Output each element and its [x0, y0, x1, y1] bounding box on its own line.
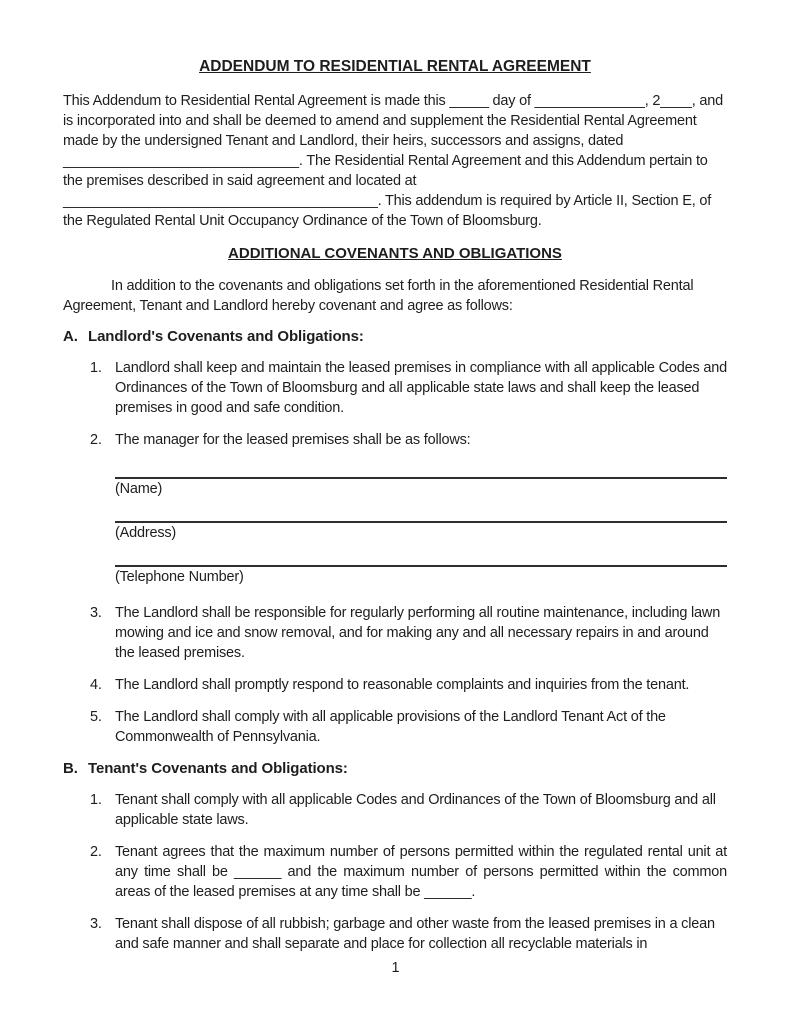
phone-fill-line	[115, 547, 727, 567]
list-item-b3	[63, 914, 727, 954]
list-item-a2	[63, 430, 727, 591]
list-item-a3	[63, 603, 727, 663]
item-text: The Landlord shall promptly respond to reasonable complaints and inquiries from the tenant.	[115, 677, 690, 693]
section-a-label: A.	[63, 328, 78, 345]
phone-field-label: (Telephone Number)	[115, 569, 244, 585]
item-text: Tenant shall comply with all applicable Codes and Ordinances of the Town of Bloomsburg and all applicable state laws.	[115, 792, 716, 828]
address-fill-line	[115, 503, 727, 523]
covenants-heading: ADDITIONAL COVENANTS AND OBLIGATIONS	[228, 245, 562, 262]
list-item-b1	[63, 790, 727, 830]
item-text: The Landlord shall comply with all applicable provisions of the Landlord Tenant Act of the Commonwealth of Pennsylvania.	[115, 709, 666, 745]
intro-paragraph: This Addendum to Residential Rental Agreement is made this _____ day of ______________, 2____, and is incorporated into and shall be deemed to amend and supplement the Residential Rental Agreement made by the undersigned Tenant and Landlord, their heirs, successors and assigns, dated ______________________________. The Residential Rental Agreement and this Addendum pertain to the premises described in said agreement and located at ________________________________________. This addendum is required by Article II, Section E, of the Regulated Rental Unit Occupancy Ordinance of the Town of Bloomsburg.	[63, 93, 723, 229]
item-number: 2.	[90, 844, 102, 860]
manager-address-field	[115, 503, 727, 543]
covenants-intro-paragraph: In addition to the covenants and obligations set forth in the aforementioned Residential Rental Agreement, Tenant and Landlord hereby covenant and agree as follows:	[63, 278, 694, 314]
name-field-label: (Name)	[115, 481, 163, 497]
item-text: The manager for the leased premises shall be as follows:	[115, 432, 471, 448]
manager-phone-field	[115, 547, 727, 587]
section-b-label: B.	[63, 760, 78, 777]
item-text: Tenant agrees that the maximum number of persons permitted within the regulated rental unit at any time shall be ______ and the maximum number of persons permitted within the common areas of the leased premises at any time shall be ______.	[115, 844, 727, 900]
item-number: 2.	[90, 432, 102, 448]
manager-name-field	[115, 459, 727, 499]
list-item-a1	[63, 358, 727, 418]
item-text: Tenant shall dispose of all rubbish; garbage and other waste from the leased premises in a clean and safe manner and shall separate and place for collection all recyclable materials in	[115, 916, 715, 952]
document-title: ADDENDUM TO RESIDENTIAL RENTAL AGREEMENT	[199, 58, 591, 75]
item-number: 5.	[90, 709, 102, 725]
section-a-heading	[63, 327, 727, 347]
item-text: Landlord shall keep and maintain the leased premises in compliance with all applicable Codes and Ordinances of the Town of Bloomsburg and all applicable state laws and shall keep the leased premises in good and safe condition.	[115, 360, 727, 416]
section-b-title: Tenant's Covenants and Obligations:	[88, 760, 348, 777]
list-item-a4	[63, 675, 727, 695]
list-item-a5	[63, 707, 727, 747]
manager-fields	[115, 459, 727, 587]
address-field-label: (Address)	[115, 525, 177, 541]
section-a-title: Landlord's Covenants and Obligations:	[88, 328, 364, 345]
name-fill-line	[115, 459, 727, 479]
page-number: 1	[391, 960, 400, 976]
item-number: 3.	[90, 605, 102, 621]
list-item-b2	[63, 842, 727, 902]
item-number: 1.	[90, 792, 102, 808]
section-b-heading	[63, 759, 727, 779]
item-text: The Landlord shall be responsible for regularly performing all routine maintenance, including lawn mowing and ice and snow removal, and for making any and all necessary repairs in and around the leased premises.	[115, 605, 721, 661]
item-number: 3.	[90, 916, 102, 932]
item-number: 4.	[90, 677, 102, 693]
item-number: 1.	[90, 360, 102, 376]
